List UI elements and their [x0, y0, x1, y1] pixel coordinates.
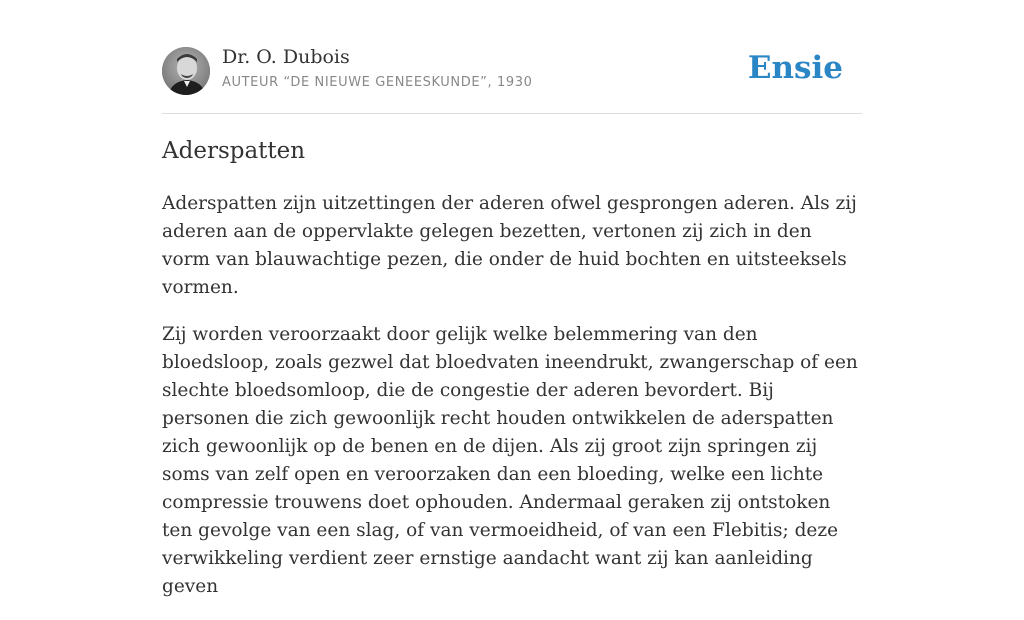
header-divider	[162, 113, 862, 114]
article-body	[162, 190, 862, 620]
article-paragraph: Aderspatten zijn uitzettingen der aderen ofwel gesprongen aderen. Als zij aderen aan de oppervlakte gelegen bezetten, vertonen zij zich in den vorm van blauwachtige pezen, die onder de huid bochten en uitsteeksels vormen.	[162, 193, 857, 298]
author-portrait-icon	[162, 47, 210, 95]
author-header	[162, 46, 862, 96]
author-avatar[interactable]	[162, 47, 210, 95]
ensie-logo[interactable]: Ensie	[747, 50, 843, 86]
author-subtitle: AUTEUR “DE NIEUWE GENEESKUNDE”, 1930	[222, 75, 533, 90]
article-title: Aderspatten	[162, 138, 306, 164]
author-name[interactable]: Dr. O. Dubois	[222, 46, 350, 68]
article-paragraph: Zij worden veroorzaakt door gelijk welke belemmering van den bloedsloop, zoals gezwel dat bloedvaten ineendrukt, zwangerschap of een slechte bloedsomloop, die de congestie der aderen bevordert. Bij personen die zich gewoonlijk recht houden ontwikkelen de aderspatten zich gewoonlijk op de benen en de dijen. Als zij groot zijn springen zij soms van zelf open en veroorzaken dan een bloeding, welke een lichte compressie trouwens doet ophouden. Andermaal geraken zij ontstoken ten gevolge van een slag, of van vermoeidheid, of van een Flebitis; deze verwikkeling verdient zeer ernstige aandacht want zij kan aanleiding geven	[162, 324, 858, 597]
